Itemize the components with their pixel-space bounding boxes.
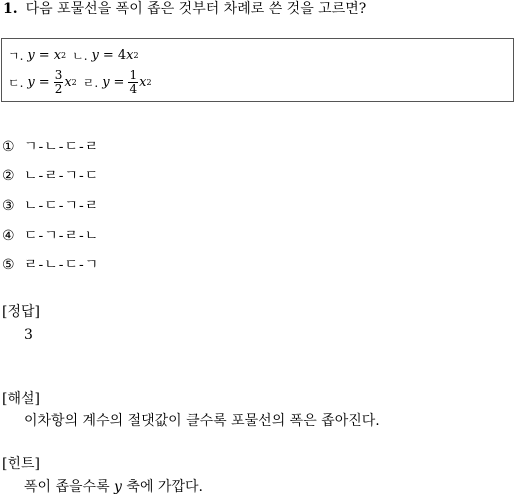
math-variable: y <box>91 47 99 63</box>
choice-text: ㄷ-ㄱ-ㄹ-ㄴ <box>24 228 100 244</box>
equation-c <box>8 69 77 96</box>
question-line <box>3 0 366 18</box>
exponent: 2 <box>146 77 152 87</box>
choice-mark: ③ <box>2 198 15 214</box>
choice-mark: ② <box>2 168 15 184</box>
hint-text-before: 폭이 좁을수록 <box>24 479 115 495</box>
choice-4[interactable] <box>2 227 99 245</box>
explanation-text: 이차항의 계수의 절댓값이 클수록 포물선의 폭은 좁아진다. <box>24 413 380 429</box>
fraction <box>54 69 64 96</box>
choice-text: ㄴ-ㄹ-ㄱ-ㄷ <box>24 168 100 184</box>
math-variable: y <box>27 47 35 63</box>
math-variable: x <box>64 74 72 90</box>
equation-b <box>72 47 138 64</box>
hint-label: [힌트] <box>2 456 40 472</box>
coefficient: 4 <box>117 47 127 63</box>
equations-box <box>1 38 514 102</box>
fraction-denominator: 2 <box>54 81 63 96</box>
answer-value: 3 <box>24 327 33 343</box>
fraction-numerator: 1 <box>129 67 138 82</box>
choice-mark: ⑤ <box>2 257 15 273</box>
equation-label: ㄹ. <box>82 75 99 90</box>
choice-2[interactable] <box>2 167 99 185</box>
math-variable: x <box>126 47 134 63</box>
answer-label: [정답] <box>2 304 40 320</box>
exponent: 2 <box>61 50 67 60</box>
fraction-numerator: 3 <box>54 67 63 82</box>
math-variable: y <box>27 74 35 90</box>
choice-5[interactable] <box>2 256 99 274</box>
equals-sign: = <box>38 47 50 63</box>
exponent: 2 <box>71 77 77 87</box>
math-variable: y <box>102 74 110 90</box>
hint-text <box>24 478 203 496</box>
question-text: 다음 포물선을 폭이 좁은 것부터 차례로 쓴 것을 고르면? <box>25 1 367 17</box>
choice-1[interactable] <box>2 138 99 156</box>
exponent: 2 <box>133 50 139 60</box>
math-variable: y <box>114 479 122 495</box>
equals-sign: = <box>102 47 114 63</box>
choice-text: ㄱ-ㄴ-ㄷ-ㄹ <box>24 139 100 155</box>
math-variable: x <box>139 74 147 90</box>
equals-sign: = <box>113 74 125 90</box>
choice-3[interactable] <box>2 197 99 215</box>
equations-row-2 <box>8 65 158 99</box>
equation-d <box>83 69 152 96</box>
equation-label: ㄱ. <box>8 48 24 63</box>
equation-label: ㄴ. <box>72 48 88 63</box>
equation-label: ㄷ. <box>8 75 24 90</box>
choice-mark: ④ <box>2 228 15 244</box>
fraction-denominator: 4 <box>129 81 138 96</box>
equals-sign: = <box>38 74 50 90</box>
fraction <box>128 69 138 96</box>
choice-text: ㄹ-ㄴ-ㄷ-ㄱ <box>24 257 100 273</box>
math-variable: x <box>53 47 62 63</box>
hint-text-after: 축에 가깝다. <box>121 479 203 495</box>
explanation-label: [해설] <box>2 391 40 407</box>
choice-mark: ① <box>2 139 15 155</box>
choice-text: ㄴ-ㄷ-ㄱ-ㄹ <box>24 198 100 214</box>
question-number: 1. <box>3 1 18 17</box>
equation-a <box>8 47 66 64</box>
equations-row-1 <box>8 45 145 65</box>
